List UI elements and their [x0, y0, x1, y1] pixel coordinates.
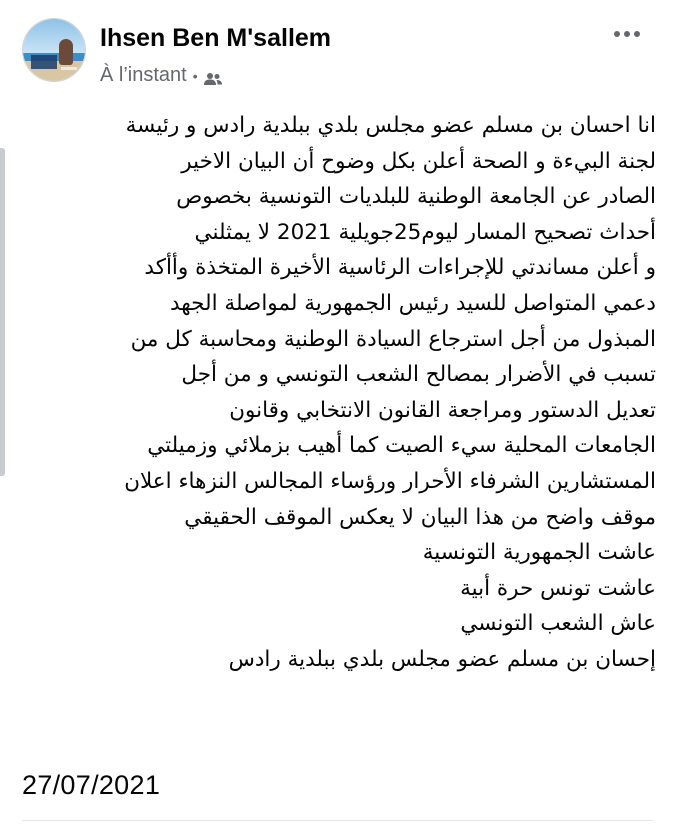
scrollbar[interactable] — [0, 148, 5, 476]
avatar-sky — [23, 19, 85, 53]
post-header — [22, 18, 645, 90]
more-horizontal-icon — [613, 30, 641, 38]
avatar-badge-line — [61, 67, 77, 70]
post-text-line: المستشارين الشرفاء الأحرار ورؤساء المجالس النزهاء اعلان — [124, 468, 656, 494]
avatar-person — [59, 39, 73, 65]
meta-separator: • — [192, 67, 198, 84]
author-name[interactable]: Ihsen Ben M'sallem — [100, 24, 332, 52]
post-text-line: دعمي المتواصل للسيد رئيس الجمهورية لمواصلة الجهد — [169, 290, 656, 316]
post-text-line: تعديل الدستور ومراجعة القانون الانتخابي وقانون — [229, 397, 656, 423]
post-body — [20, 108, 656, 678]
post-text-line: الصادر عن الجامعة الوطنية للبلديات التونسية بخصوص — [176, 184, 656, 210]
friends-icon[interactable] — [204, 69, 222, 83]
post-text-line: موقف واضح من هذا البيان لا يعكس الموقف الحقيقي — [184, 504, 656, 530]
post-text-line: عاشت تونس حرة أبية — [460, 575, 656, 601]
post-text-line: الجامعات المحلية سيء الصيت كما أهيب بزملائي وزميلتي — [147, 433, 656, 459]
post-date-text: 27/07/2021 — [22, 770, 161, 800]
post-text-line: تسبب في الأضرار بمصالح الشعب التونسي و من أجل — [181, 362, 656, 388]
post-text-line: عاشت الجمهورية التونسية — [422, 540, 656, 566]
post-text-line: إحسان بن مسلم عضو مجلس بلدي ببلدية رادس — [228, 646, 656, 672]
divider — [22, 820, 653, 821]
post-text-line: انا احسان بن مسلم عضو مجلس بلدي ببلدية رادس و رئيسة — [125, 113, 656, 138]
more-options-button[interactable] — [609, 20, 645, 48]
post-text-line: لجنة البيءة و الصحة أعلن بكل وضوح أن البيان الاخير — [181, 148, 656, 174]
post-timestamp[interactable]: À l’instant — [100, 64, 187, 86]
post-text-line: المبذول من أجل استرجاع السيادة الوطنية ومحاسبة كل من — [130, 326, 656, 352]
post-text-line: أحداث تصحيح المسار ليوم25جويلية 2021 لا يمثلني — [194, 219, 656, 245]
post-text-line: و أعلن مساندتي للإجراءات الرئاسية الأخيرة المتخذة وأأكد — [144, 255, 656, 281]
post-meta — [100, 64, 222, 87]
avatar[interactable] — [22, 18, 86, 82]
avatar-badge — [31, 55, 57, 69]
post-text-line: عاش الشعب التونسي — [460, 611, 656, 637]
